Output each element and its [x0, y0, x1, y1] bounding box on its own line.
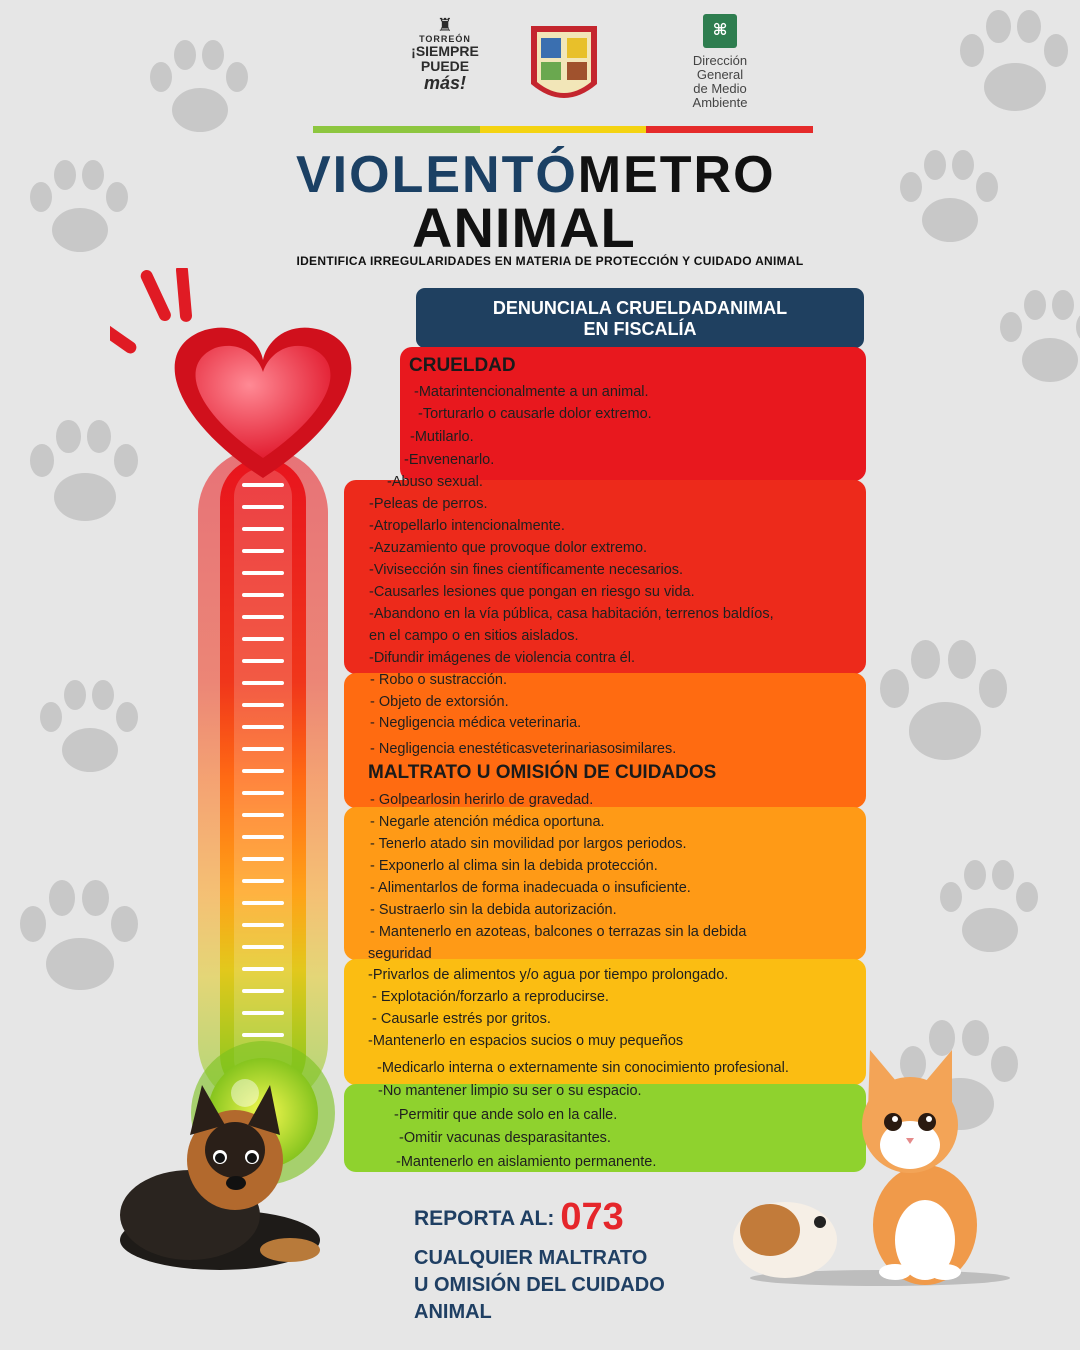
- page-title-animal: ANIMAL: [412, 196, 636, 259]
- list-item: - Negligencia enestéticasveterinariasosimilares.: [370, 741, 677, 757]
- list-item: - Alimentarlos de forma inadecuada o insuficiente.: [370, 880, 691, 896]
- thermometer-tick: [242, 637, 284, 641]
- cat-and-guinea-pig-illustration: [730, 1040, 1010, 1290]
- report-block: [414, 1196, 744, 1326]
- report-line1: CUALQUIER MALTRATO: [414, 1247, 648, 1269]
- puppy-illustration: [110, 1075, 330, 1275]
- thermometer-tick: [242, 725, 284, 729]
- report-label: REPORTA AL:: [414, 1207, 555, 1230]
- thermometer-tick: [242, 593, 284, 597]
- direccion-line4: Ambiente: [692, 95, 748, 110]
- thermometer-tick: [242, 659, 284, 663]
- banner-line1: DENUNCIALA CRUELDADANIMAL: [492, 298, 788, 318]
- thermometer-tick: [242, 923, 284, 927]
- list-item: - Explotación/forzarlo a reproducirse.: [372, 989, 609, 1005]
- list-item: - Negligencia médica veterinaria.: [370, 715, 582, 731]
- thermometer-tick: [242, 945, 284, 949]
- title-part-violento: VIOLENTÓ: [296, 146, 578, 204]
- thermometer-tick: [242, 879, 284, 883]
- list-item: -Atropellarlo intencionalmente.: [369, 518, 565, 534]
- list-item: -Permitir que ande solo en la calle.: [394, 1107, 618, 1123]
- thermometer-tick: [242, 967, 284, 971]
- thermometer-tick: [242, 901, 284, 905]
- thermometer-tick: [242, 791, 284, 795]
- list-item: - Sustraerlo sin la debida autorización.: [370, 902, 617, 918]
- list-item: -Abuso sexual.: [387, 474, 483, 490]
- report-line2: U OMISIÓN DEL CUIDADO: [414, 1274, 665, 1296]
- direccion-medio-ambiente-logo: [680, 14, 760, 110]
- torreon-logo-line2: PUEDE: [420, 58, 470, 74]
- list-item: -No mantener limpio su ser o su espacio.: [378, 1083, 642, 1099]
- title-part-metro: METRO: [577, 146, 776, 204]
- list-item: -Difundir imágenes de violencia contra él.: [369, 650, 635, 666]
- torreon-logo-line3: más!: [423, 73, 467, 93]
- list-item: - Exponerlo al clima sin la debida protección.: [370, 858, 658, 874]
- list-item: - Tenerlo atado sin movilidad por largos periodos.: [370, 836, 687, 852]
- list-item: -Abandono en la vía pública, casa habitación, terrenos baldíos,: [369, 606, 774, 622]
- list-item: - Golpearlosin herirlo de gravedad.: [370, 792, 594, 808]
- thermometer-tick: [242, 615, 284, 619]
- divider-green: [313, 126, 480, 133]
- thermometer-tick: [242, 813, 284, 817]
- coat-of-arms-shield-icon: [527, 22, 601, 106]
- thermometer-tick: [242, 747, 284, 751]
- list-item: - Negarle atención médica oportuna.: [370, 814, 605, 830]
- report-phone-number: 073: [560, 1196, 624, 1238]
- list-item: -Causarles lesiones que pongan en riesgo su vida.: [369, 584, 695, 600]
- list-item: - Objeto de extorsión.: [370, 694, 509, 710]
- banner-line2: EN FISCALÍA: [583, 319, 697, 339]
- list-item: - Mantenerlo en azoteas, balcones o terrazas sin la debida: [370, 924, 747, 940]
- page-subtitle: IDENTIFICA IRREGULARIDADES EN MATERIA DE PROTECCIÓN Y CUIDADO ANIMAL: [296, 254, 804, 268]
- list-item: -Vivisección sin fines científicamente necesarios.: [369, 562, 684, 578]
- list-item: -Peleas de perros.: [369, 496, 488, 512]
- thermometer-tick: [242, 505, 284, 509]
- thermometer-tick: [242, 769, 284, 773]
- torreon-logo-line1: ¡SIEMPRE: [411, 43, 479, 59]
- list-item: -Torturarlo o causarle dolor extremo.: [418, 406, 652, 422]
- castle-icon: ♜: [436, 15, 454, 35]
- thermometer-tick: [242, 835, 284, 839]
- thermometer-tick: [242, 857, 284, 861]
- list-item: -Mutilarlo.: [410, 429, 474, 445]
- tricolor-divider: [313, 126, 813, 133]
- leaf-logo-icon: ⌘: [703, 14, 737, 48]
- torreon-logo-top: TORREÓN: [419, 34, 471, 44]
- list-item: -Mantenerlo en espacios sucios o muy pequeños: [368, 1033, 684, 1049]
- list-item: - Robo o sustracción.: [370, 672, 508, 688]
- thermometer-tick: [242, 1033, 284, 1037]
- direccion-line1: Dirección: [692, 53, 748, 68]
- torreon-logo: [400, 16, 490, 108]
- list-item: -Omitir vacunas desparasitantes.: [399, 1130, 611, 1146]
- thermometer-tick: [242, 571, 284, 575]
- divider-yellow: [480, 126, 647, 133]
- list-item: en el campo o en sitios aislados.: [369, 628, 579, 644]
- list-item: -Azuzamiento que provoque dolor extremo.: [369, 540, 648, 556]
- thermometer-tick: [242, 483, 284, 487]
- list-item: - Causarle estrés por gritos.: [372, 1011, 551, 1027]
- list-item: -Medicarlo interna o externamente sin conocimiento profesional.: [377, 1060, 789, 1076]
- thermometer-tick: [242, 527, 284, 531]
- heading-maltrato: MALTRATO U OMISIÓN DE CUIDADOS: [368, 762, 717, 783]
- thermometer-tick: [242, 549, 284, 553]
- thermometer-tick: [242, 989, 284, 993]
- list-item: -Mantenerlo en aislamiento permanente.: [396, 1154, 657, 1170]
- thermometer-tick: [242, 1011, 284, 1015]
- list-item: -Privarlos de alimentos y/o agua por tiempo prolongado.: [368, 967, 729, 983]
- thermometer-tick: [242, 681, 284, 685]
- denuncia-banner: [416, 288, 864, 348]
- heading-crueldad: CRUELDAD: [409, 355, 516, 376]
- divider-red: [646, 126, 813, 133]
- thermometer-tick: [242, 703, 284, 707]
- list-item: -Matarintencionalmente a un animal.: [414, 384, 649, 400]
- direccion-line2: General: [696, 67, 744, 82]
- list-item: seguridad: [368, 946, 432, 962]
- list-item: -Envenenarlo.: [404, 452, 495, 468]
- direccion-line3: de Medio: [693, 81, 747, 96]
- report-line3: ANIMAL: [414, 1301, 492, 1323]
